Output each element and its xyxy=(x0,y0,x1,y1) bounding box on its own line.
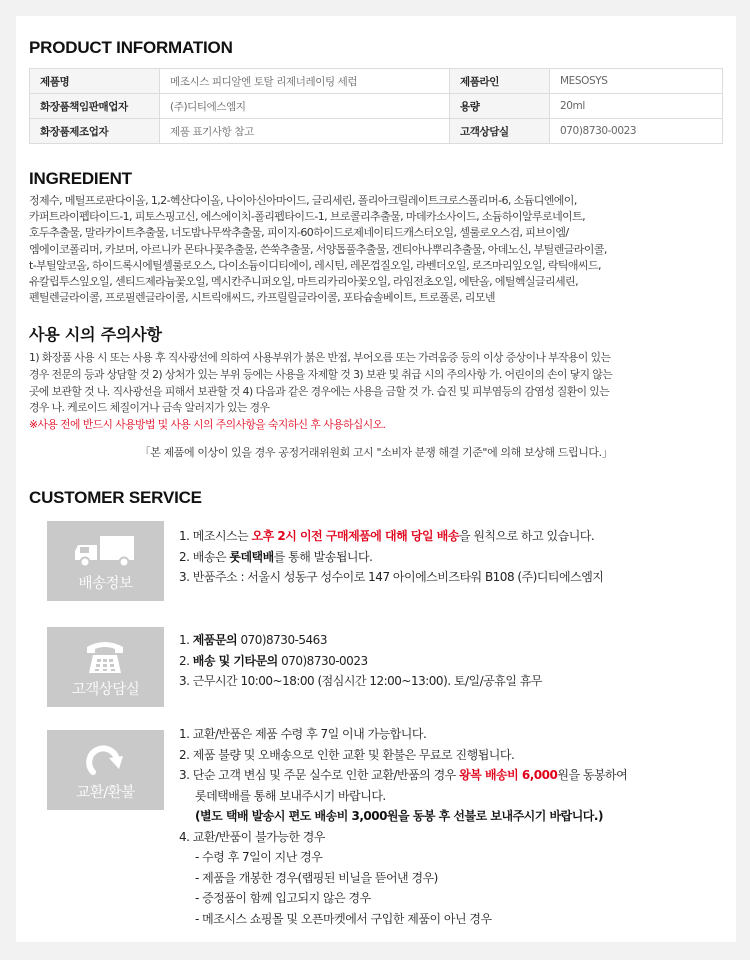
info-value: 제품 표기사항 참고 xyxy=(160,119,450,144)
list-item: 4. 교환/반품이 불가능한 경우 xyxy=(179,829,325,844)
ingredient-line: 호두추출물, 말라카이트추출물, 너도밤나무싹추출물, 피이지-60하이드로제네이티드캐스터오일, 셀룰로오스검, 피브이엠/ xyxy=(29,226,569,240)
caution-line: 경우 전문의 등과 상담할 것 2) 상처가 있는 부위 등에는 사용을 자제할 것 3) 보관 및 취급 시의 주의사항 가. 어린이의 손이 닿지 않는 xyxy=(29,367,613,381)
product-info-title: PRODUCT INFORMATION xyxy=(29,38,233,57)
ingredient-line: 정제수, 메틸프로판다이올, 1,2-헥산다이올, 나이아신아마이드, 글리세린, 폴리아크릴레이트크로스폴리머-6, 소듐디엔에이, xyxy=(29,194,577,207)
list-item: 롯데택배를 통해 보내주시기 바랍니다. xyxy=(195,788,386,803)
delivery-badge xyxy=(47,521,164,601)
caution-warning: ※사용 전에 반드시 사용방법 및 사용 시의 주의사항을 숙지하신 후 사용하십시오. xyxy=(29,418,386,432)
info-key: 화장품제조업자 xyxy=(30,119,160,144)
info-key: 화장품책임판매업자 xyxy=(30,94,160,119)
info-value: 070)8730-0023 xyxy=(550,119,723,144)
caution-text xyxy=(29,350,729,434)
exchange-label: 교환/환불 xyxy=(76,785,135,801)
customer-service-title: CUSTOMER SERVICE xyxy=(29,488,202,507)
product-detail-card xyxy=(16,16,736,942)
product-info-table xyxy=(29,68,723,144)
list-item: 3. 반품주소 : 서울시 성동구 성수이로 147 아이에스비즈타워 B108 (주)디티에스엠지 xyxy=(179,570,604,584)
caution-line: 곳에 보관할 것 나. 직사광선을 피해서 보관할 것 4) 다음과 같은 경우에는 사용을 금할 것 가. 습진 및 피부염등의 감염성 질환이 있는 xyxy=(29,384,610,398)
table-row xyxy=(30,69,723,94)
list-item: - 수령 후 7일이 지난 경우 xyxy=(195,850,323,864)
ingredient-line: 유칼립투스잎오일, 센티드제라늄꽃오일, 멕시칸주니퍼오일, 마트리카리아꽃오일, 라임전초오일, 에탄올, 에틸헥실글리세린, xyxy=(29,275,578,289)
list-item: (별도 택배 발송시 편도 배송비 3,000원을 동봉 후 선불로 보내주시기 바랍니다.) xyxy=(195,809,603,823)
exchange-info xyxy=(179,724,627,929)
caution-title: 사용 시의 주의사항 xyxy=(29,325,162,344)
info-value: MESOSYS xyxy=(550,69,723,94)
consult-label: 고객상담실 xyxy=(71,682,140,698)
info-value: (주)디티에스엠지 xyxy=(160,94,450,119)
info-key: 고객상담실 xyxy=(450,119,550,144)
list-item: 1. 제품문의 070)8730-5463 xyxy=(179,633,327,647)
table-row xyxy=(30,94,723,119)
ingredient-line: t-부틸알코올, 하이드록시에틸셀룰로오스, 다이소듐이디티에이, 레시틴, 레몬껍질오일, 라벤더오일, 로즈마리잎오일, 락틱애씨드, xyxy=(29,258,601,272)
info-value: 메조시스 피디알엔 토탈 리제너레이팅 세럼 xyxy=(160,69,450,94)
consult-badge xyxy=(47,627,164,707)
list-item: 2. 배송 및 기타문의 070)8730-0023 xyxy=(179,653,368,668)
consult-info xyxy=(179,630,542,692)
phone-icon xyxy=(47,635,164,681)
list-item: 2. 제품 불량 및 오배송으로 인한 교환 및 환불은 무료로 진행됩니다. xyxy=(179,747,515,762)
list-item: 3. 단순 고객 변심 및 주문 실수로 인한 교환/반품의 경우 왕복 배송비 6,000원을 동봉하여 xyxy=(179,768,628,782)
list-item: 2. 배송은 롯데택배를 통해 발송됩니다. xyxy=(179,549,373,564)
info-key: 용량 xyxy=(450,94,550,119)
info-key: 제품명 xyxy=(30,69,160,94)
list-item: - 증정품이 함께 입고되지 않은 경우 xyxy=(195,891,371,905)
caution-line: 경우 나. 케로이드 체질이거나 금속 알러지가 있는 경우 xyxy=(29,401,270,415)
return-arrow-icon xyxy=(47,738,164,784)
table-row xyxy=(30,119,723,144)
delivery-info xyxy=(179,526,603,588)
info-value: 20ml xyxy=(550,94,723,119)
ingredient-line: 펜틸렌글라이콜, 프로필렌글라이콜, 시트릭애씨드, 카프릴릴글라이콜, 포타슘솔베이트, 트로폴론, 리모넨 xyxy=(29,291,495,305)
ingredient-title: INGREDIENT xyxy=(29,169,132,188)
ingredient-line: 카퍼트라이펩타이드-1, 피토스핑고신, 에스에이치-폴리펩타이드-1, 브로콜리추출물, 마데카소사이드, 소듐하이알루로네이트, xyxy=(29,210,586,224)
list-item: - 메조시스 쇼핑몰 및 오픈마켓에서 구입한 제품이 아닌 경우 xyxy=(195,911,492,926)
delivery-label: 배송정보 xyxy=(78,576,133,592)
list-item: 1. 메조시스는 오후 2시 이전 구매제품에 대해 당일 배송을 원칙으로 하고 있습니다. xyxy=(179,529,595,543)
caution-line: 1) 화장품 사용 시 또는 사용 후 직사광선에 의하여 사용부위가 붉은 반점, 부어오름 또는 가려움증 등의 이상 증상이나 부작용이 있는 xyxy=(29,351,611,364)
info-key: 제품라인 xyxy=(450,69,550,94)
truck-icon xyxy=(47,529,164,575)
list-item: 3. 근무시간 10:00~18:00 (점심시간 12:00~13:00). 토/일/공휴일 휴무 xyxy=(179,674,542,688)
ingredient-line: 엠에이코폴리머, 카보머, 아르니카 몬타나꽃추출물, 쓴쑥추출물, 서양톱풀추출물, 겐티아나뿌리추출물, 아데노신, 부틸렌글라이콜, xyxy=(29,242,607,256)
exchange-badge xyxy=(47,730,164,810)
compensation-notice: 「본 제품에 이상이 있을 경우 공정거래위원회 고시 "소비자 분쟁 해결 기준"에 의해 보상해 드립니다.」 xyxy=(139,446,613,459)
list-item: 1. 교환/반품은 제품 수령 후 7일 이내 가능합니다. xyxy=(179,727,427,741)
ingredient-list xyxy=(29,193,729,306)
list-item: - 제품을 개봉한 경우(랩핑된 비닐을 뜯어낸 경우) xyxy=(195,870,438,885)
